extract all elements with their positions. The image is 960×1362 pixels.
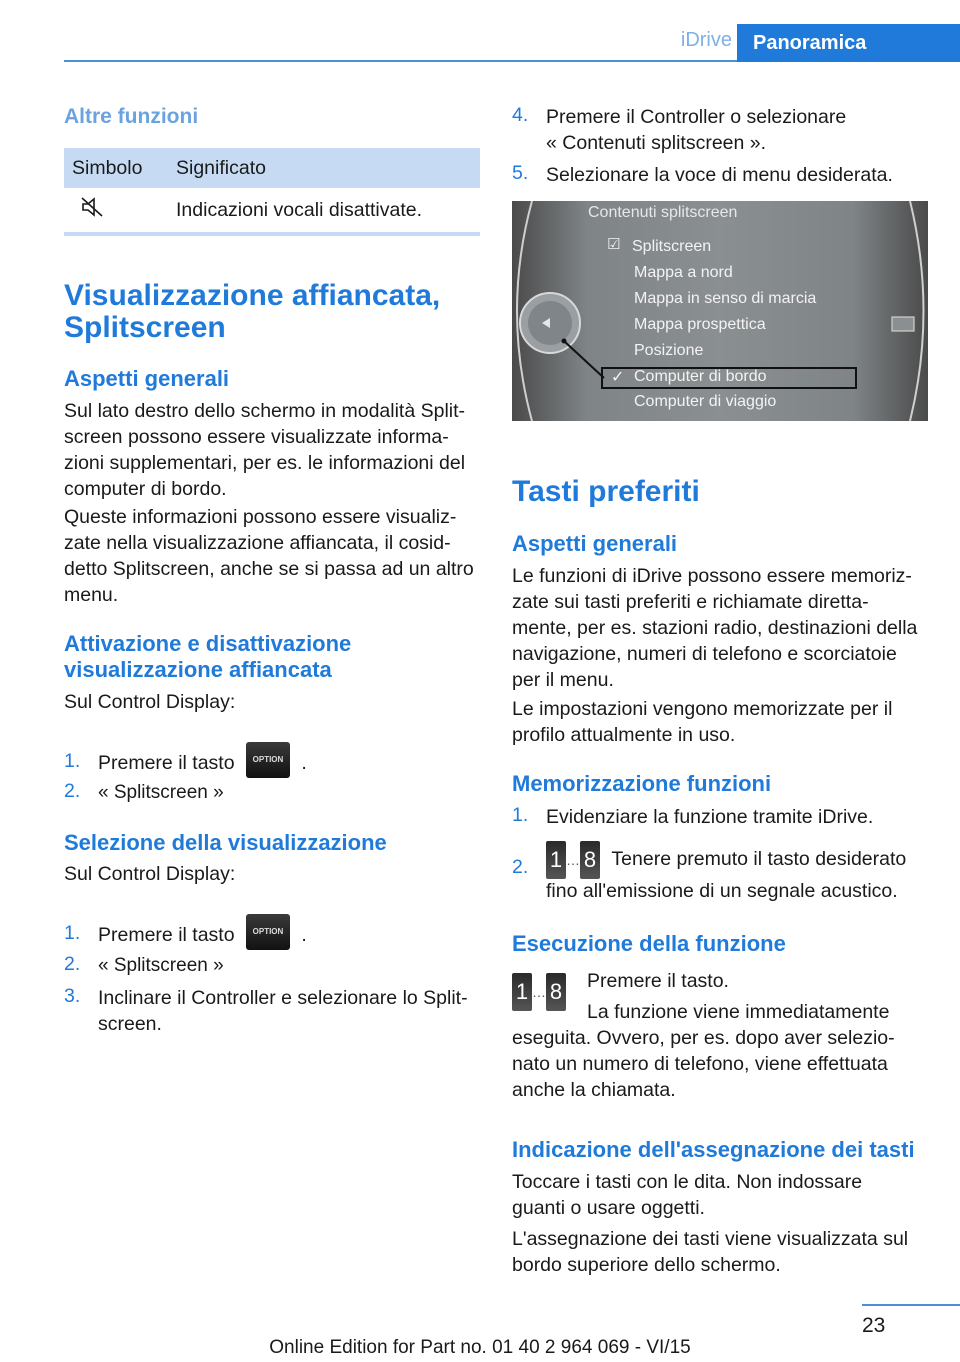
voice-muted-meaning: Indicazioni vocali disattivate. (168, 188, 480, 234)
menu-item: Mappa prospettica (634, 316, 766, 333)
list-item-line (546, 840, 930, 878)
text-line: detto Splitscreen, anche se si passa ad un altro (64, 558, 474, 580)
list-item: Evidenziare la funzione tramite iDrive. (546, 806, 874, 828)
tasti-aspetti-paragraph (512, 563, 930, 693)
text-line: eseguita. Ovvero, per es. dopo aver selezio‐ (512, 1027, 895, 1049)
list-item (546, 840, 930, 904)
list-item-line: Premere il Controller o selezionare (546, 106, 847, 128)
list-item-after: . (301, 924, 307, 947)
header-section: iDrive (680, 29, 732, 51)
control-display-label: Sul Control Display: (64, 863, 236, 885)
selezione-title: Selezione della visualizzazione (64, 830, 387, 855)
indicazione-title: Indicazione dell'assegnazione dei tasti (512, 1137, 915, 1162)
favorite-key-8-icon: 8 (546, 973, 566, 1011)
text-line: per il menu. (512, 669, 614, 691)
favorite-key-1-icon: 1 (512, 973, 532, 1011)
favorite-key-1-icon: 1 (546, 841, 566, 879)
list-item: « Splitscreen » (98, 955, 224, 976)
text-line: L'assegnazione dei tasti viene visualizzata sul (512, 1228, 909, 1250)
text-line: bordo superiore dello schermo. (512, 1254, 781, 1276)
text-line: menu. (64, 584, 119, 606)
text-line: zate nella visualizzazione affiancata, il cosid‐ (64, 532, 451, 554)
list-item (98, 918, 307, 954)
menu-item: Computer di viaggio (634, 393, 777, 410)
memorizzazione-title: Memorizzazione funzioni (512, 771, 772, 796)
option-button-icon: OPTION (246, 914, 290, 950)
list-number: 5. (512, 162, 529, 184)
text-line: computer di bordo. (64, 478, 227, 500)
list-item-line: « Contenuti splitscreen ». (546, 132, 767, 154)
esecuzione-title: Esecuzione della funzione (512, 931, 786, 956)
queste-paragraph (64, 504, 482, 608)
page-number: 23 (862, 1314, 886, 1337)
text-line: nato un numero di telefono, viene effettuata (512, 1053, 888, 1075)
list-item-text: Premere il tasto (98, 924, 235, 947)
key-range-dots: … (566, 851, 580, 868)
esecuzione-line: Premere il tasto. (587, 970, 729, 992)
indicazione-paragraph (512, 1169, 930, 1221)
menu-item-splitscreen: Splitscreen (632, 238, 712, 255)
screen-title: Contenuti splitscreen (588, 204, 738, 221)
text-line: Le impostazioni vengono memorizzate per il (512, 698, 893, 720)
key-range-dots: … (532, 984, 546, 1000)
text-line: anche la chiamata. (512, 1079, 676, 1101)
list-number: 1. (64, 922, 81, 944)
text-line: Le funzioni di iDrive possono essere memoriz‐ (512, 565, 912, 587)
assegnazione-paragraph (512, 1226, 930, 1278)
list-number: 4. (512, 104, 529, 126)
splitscreen-title-line1: Visualizzazione affiancata, (64, 279, 441, 312)
splitscreen-title-line2: Splitscreen (64, 311, 226, 344)
text-line: Toccare i tasti con le dita. Non indossare (512, 1171, 863, 1193)
text-line: zioni supplementari, per es. le informazioni del (64, 452, 466, 474)
favorite-keys-graphic (512, 972, 566, 1012)
aspetti-generali-paragraph (64, 398, 482, 502)
attivazione-title (64, 631, 482, 683)
list-item-line: Inclinare il Controller e selezionare lo Split‐ (98, 987, 468, 1009)
list-item (98, 985, 482, 1037)
text-line: guanti o usare oggetti. (512, 1197, 705, 1219)
title-line: Attivazione e disattivazione (64, 631, 352, 656)
text-line: Sul lato destro dello schermo in modalità Split‐ (64, 400, 466, 422)
list-item: Selezionare la voce di menu desiderata. (546, 164, 893, 186)
page-number-rule (862, 1304, 960, 1306)
list-number: 3. (64, 985, 81, 1007)
list-item-line: fino all'emissione di un segnale acustico. (546, 880, 898, 902)
text-line: Queste informazioni possono essere visualiz‐ (64, 506, 457, 528)
text-line: zate sui tasti preferiti e richiamate diretta‐ (512, 591, 869, 613)
text-line: profilo attualmente in uso. (512, 724, 736, 746)
list-number: 2. (64, 780, 81, 802)
list-number: 1. (512, 804, 529, 826)
menu-item: Posizione (634, 342, 704, 359)
header-chapter-tab: Panoramica (737, 24, 960, 62)
list-item-text: Premere il tasto (98, 752, 235, 775)
col-header-significato: Significato (168, 148, 480, 188)
voice-muted-symbol-cell (64, 188, 168, 234)
list-item (546, 104, 930, 156)
esecuzione-paragraph (512, 1025, 930, 1103)
checkbox-checked-icon: ☑ (607, 236, 621, 253)
list-item (98, 746, 307, 782)
menu-item: Mappa a nord (634, 264, 733, 281)
option-button-icon: OPTION (246, 742, 290, 778)
list-number: 2. (64, 953, 81, 975)
aspetti-generali-title: Aspetti generali (512, 531, 678, 556)
list-number: 2. (512, 856, 529, 878)
favorite-key-8-icon: 8 (580, 841, 600, 879)
edition-footer: Online Edition for Part no. 01 40 2 964 069 - VI/15 (269, 1337, 691, 1358)
list-item: « Splitscreen » (98, 782, 224, 803)
menu-item-selected: Computer di bordo (634, 368, 767, 385)
symbol-table (64, 148, 480, 236)
impostazioni-paragraph (512, 696, 930, 748)
splitscreen-title (64, 280, 482, 344)
tasti-preferiti-title: Tasti preferiti (512, 475, 700, 508)
list-number: 1. (64, 750, 81, 772)
controller-graphic (512, 201, 928, 421)
altre-funzioni-title: Altre funzioni (64, 105, 199, 128)
splitscreen-menu-screenshot (512, 201, 928, 421)
text-line: navigazione, numeri di telefono e scorciatoie (512, 643, 897, 665)
menu-item: Mappa in senso di marcia (634, 290, 817, 307)
voice-off-icon (80, 196, 104, 218)
text-line: screen possono essere visualizzate informa‐ (64, 426, 449, 448)
list-item-line: screen. (98, 1013, 162, 1035)
checkmark-icon: ✓ (611, 369, 625, 386)
control-display-label: Sul Control Display: (64, 691, 236, 713)
col-header-simbolo: Simbolo (64, 148, 168, 188)
text-line: mente, per es. stazioni radio, destinazioni della (512, 617, 918, 639)
title-line: visualizzazione affiancata (64, 657, 332, 682)
esecuzione-line: La funzione viene immediatamente (587, 1001, 890, 1023)
aspetti-generali-title: Aspetti generali (64, 366, 230, 391)
list-item-text: Tenere premuto il tasto desiderato (611, 848, 907, 870)
list-item-after: . (301, 752, 307, 775)
